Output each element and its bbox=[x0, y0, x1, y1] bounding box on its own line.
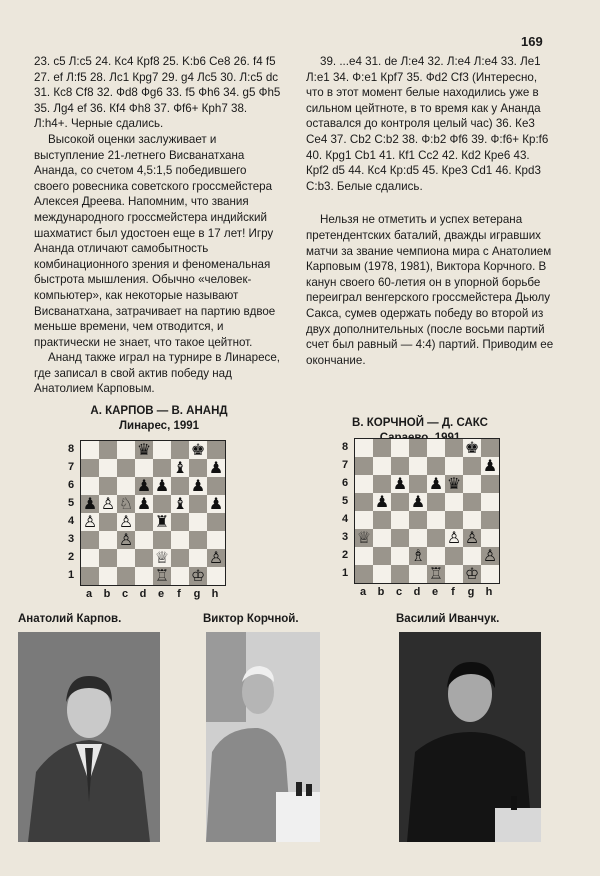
black-pawn-icon: ♟ bbox=[410, 492, 426, 511]
black-pawn-icon: ♟ bbox=[82, 494, 98, 513]
file-label: e bbox=[157, 588, 165, 600]
chess-board bbox=[80, 440, 226, 586]
korchnoi-paragraph: Нельзя не отметить и успех ветерана претендентских баталий, дважды игравших матчи за звание чемпиона мира с Анатолием Карповым (1978, 1981), Виктора Корчного. В канун своего 60-летия он в упорной борьбе переиграл венгерского гроссмейстера Дьюлу Сакса, сумев одержать победу во второй из двух дополнительных (после восьми партий счет был равный — 4:4) партий. Приводим ее окончание. bbox=[306, 213, 554, 367]
ivanchuk-photo bbox=[399, 632, 541, 842]
black-pawn-icon: ♟ bbox=[190, 476, 206, 495]
rank-label: 4 bbox=[341, 513, 349, 525]
white-pawn-icon: ♙ bbox=[482, 546, 498, 565]
rank-label: 3 bbox=[67, 533, 75, 545]
rank-label: 1 bbox=[67, 569, 75, 581]
rank-label: 7 bbox=[67, 461, 75, 473]
rank-label: 2 bbox=[341, 549, 349, 561]
black-king-icon: ♚ bbox=[190, 440, 206, 459]
rank-label: 5 bbox=[67, 497, 75, 509]
diagram-heading bbox=[84, 404, 234, 434]
white-knight-icon: ♘ bbox=[118, 494, 134, 513]
diagram-players: А. КАРПОВ — В. АНАНД bbox=[90, 405, 228, 417]
file-label: c bbox=[121, 588, 129, 600]
file-label: c bbox=[395, 586, 403, 598]
file-label: b bbox=[103, 588, 111, 600]
file-label: f bbox=[177, 588, 181, 600]
white-pawn-icon: ♙ bbox=[118, 530, 134, 549]
black-pawn-icon: ♟ bbox=[154, 476, 170, 495]
file-label: h bbox=[211, 588, 219, 600]
rank-label: 6 bbox=[67, 479, 75, 491]
rank-label: 8 bbox=[67, 443, 75, 455]
file-label: a bbox=[359, 586, 367, 598]
black-pawn-icon: ♟ bbox=[208, 494, 224, 513]
black-queen-icon: ♛ bbox=[446, 474, 462, 493]
black-pawn-icon: ♟ bbox=[374, 492, 390, 511]
file-label: b bbox=[377, 586, 385, 598]
white-pawn-icon: ♙ bbox=[82, 512, 98, 531]
photo-caption: Анатолий Карпов. bbox=[18, 613, 122, 625]
white-rook-icon: ♖ bbox=[428, 564, 444, 583]
linares-paragraph: Ананд также играл на турнире в Линаресе, где записал в свой актив победу над Анатолием Карповым. bbox=[34, 351, 280, 396]
karpov-photo bbox=[18, 632, 160, 842]
file-label: g bbox=[467, 586, 475, 598]
file-label: h bbox=[485, 586, 493, 598]
korchnoi-photo bbox=[206, 632, 320, 842]
white-bishop-icon: ♗ bbox=[410, 546, 426, 565]
chess-board bbox=[354, 438, 500, 584]
file-label: d bbox=[413, 586, 421, 598]
black-pawn-icon: ♟ bbox=[136, 476, 152, 495]
file-label: f bbox=[451, 586, 455, 598]
rank-label: 5 bbox=[341, 495, 349, 507]
file-labels bbox=[354, 586, 500, 598]
anand-paragraph: Высокой оценки заслуживает и выступление 21-летнего Висванатхана Ананда, со счетом 4,5:1,5 победившего своего ровесника советского гроссмейстера Алексея Дреева. Напомним, что звания международного гроссмейстера индийский шахматист был удостоен еще в 17 лет! Игру Ананда отличают самобытность комбинационного зрения и феноменальная быстрота мышления. Обычно «человек-компьютер», как некоторые называют Висванатхана, затрачивает на партию вдвое меньше времени, чем отводится, и практически не знает, что такое цейтнот. bbox=[34, 132, 276, 349]
photo-caption: Василий Иванчук. bbox=[396, 613, 500, 625]
black-king-icon: ♚ bbox=[464, 438, 480, 457]
black-rook-icon: ♜ bbox=[154, 512, 170, 531]
page-number: 169 bbox=[521, 34, 543, 49]
black-bishop-icon: ♝ bbox=[172, 494, 188, 513]
game-moves-text: 39. ...e4 31. de Л:e4 32. Л:e4 Л:e4 33. Лe1 Л:e1 34. Ф:e1 Кpf7 35. Фd2 Cf3 (Интересно, что в этот момент белые находились уже в сильном цейтноте, в то время как у Ананда оставался до контроля целый час) 36. Кe3 Ce4 37. Cb2 C:b2 38. Ф:b2 Фf6 39. Ф:f6+ Кp:f6 40. Кpg1 Cb1 41. Кf1 Cc2 42. Кd2 Кpe6 43. Кpf2 d5 44. Кc4 Кp:d5 45. Кpe3 Cd1 46. Кpd3 C:b3. Белые сдались. bbox=[306, 55, 549, 193]
file-label: d bbox=[139, 588, 147, 600]
white-king-icon: ♔ bbox=[190, 566, 206, 585]
photo-caption: Виктор Корчной. bbox=[203, 613, 299, 625]
black-pawn-icon: ♟ bbox=[208, 458, 224, 477]
rank-label: 8 bbox=[341, 441, 349, 453]
file-label: e bbox=[431, 586, 439, 598]
white-queen-icon: ♕ bbox=[154, 548, 170, 567]
white-queen-icon: ♕ bbox=[356, 528, 372, 547]
black-pawn-icon: ♟ bbox=[428, 474, 444, 493]
black-bishop-icon: ♝ bbox=[172, 458, 188, 477]
rank-label: 6 bbox=[341, 477, 349, 489]
file-label: g bbox=[193, 588, 201, 600]
white-pawn-icon: ♙ bbox=[118, 512, 134, 531]
rank-label: 7 bbox=[341, 459, 349, 471]
rank-label: 3 bbox=[341, 531, 349, 543]
rank-label: 4 bbox=[67, 515, 75, 527]
white-pawn-icon: ♙ bbox=[100, 494, 116, 513]
black-queen-icon: ♛ bbox=[136, 440, 152, 459]
black-pawn-icon: ♟ bbox=[482, 456, 498, 475]
file-label: a bbox=[85, 588, 93, 600]
white-pawn-icon: ♙ bbox=[464, 528, 480, 547]
white-pawn-icon: ♙ bbox=[446, 528, 462, 547]
black-pawn-icon: ♟ bbox=[392, 474, 408, 493]
white-pawn-icon: ♙ bbox=[208, 548, 224, 567]
rank-label: 1 bbox=[341, 567, 349, 579]
file-labels bbox=[80, 588, 226, 600]
game-moves-text: 23. c5 Л:c5 24. Кc4 Кpf8 25. K:b6 Ce8 26. f4 f5 27. ef Л:f5 28. Лc1 Кpg7 29. g4 Лc5 30. Л:c5 dc 31. Кc8 Cf8 32. Фd8 Фg6 33. f5 Фh6 34. g5 Фh5 35. Лg4 ef 36. Кf4 Фh8 37. Фf6+ Кph7 38. Л:h4+. Черные сдались. bbox=[34, 55, 281, 131]
white-rook-icon: ♖ bbox=[154, 566, 170, 585]
diagram-place: Линарес, 1991 bbox=[118, 420, 200, 432]
white-king-icon: ♔ bbox=[464, 564, 480, 583]
diagram-players: В. КОРЧНОЙ — Д. САКС bbox=[352, 417, 488, 429]
rank-label: 2 bbox=[67, 551, 75, 563]
left-column bbox=[34, 54, 282, 397]
black-pawn-icon: ♟ bbox=[136, 494, 152, 513]
right-column bbox=[306, 54, 554, 368]
